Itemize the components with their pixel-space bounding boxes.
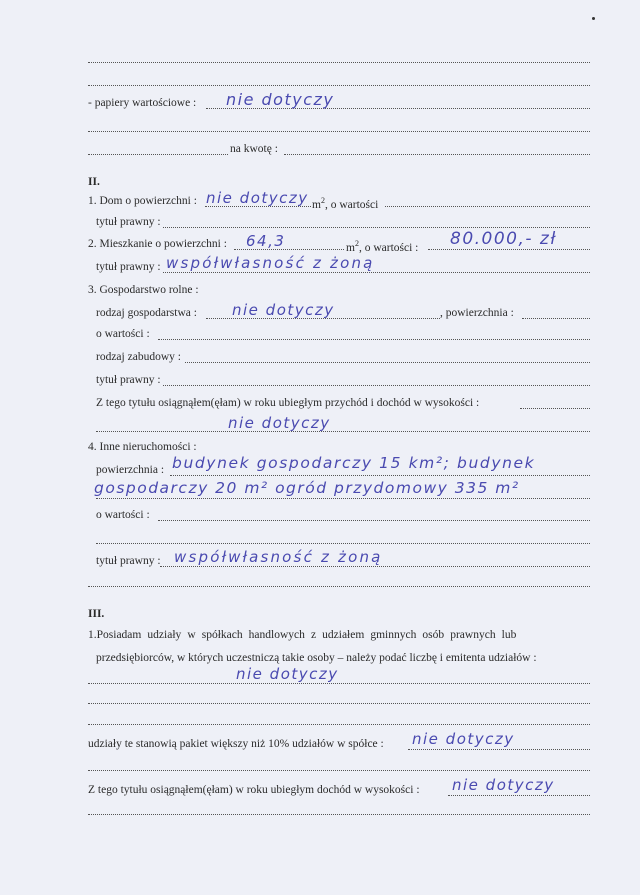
blank-line bbox=[88, 724, 590, 725]
gosp-wartosc-line bbox=[158, 339, 590, 340]
udzialy-text-2: przedsiębiorców, w których uczestniczą takie osoby – należy podać liczbę i emitenta udziałów : bbox=[96, 652, 537, 664]
blank-line bbox=[96, 543, 590, 544]
kwota-line bbox=[284, 154, 590, 155]
gosp-dochod-line-2 bbox=[96, 431, 590, 432]
inne-pow-line-2 bbox=[96, 498, 590, 499]
inne-wartosc-label: o wartości : bbox=[96, 509, 150, 521]
papiery-value: nie dotyczy bbox=[226, 90, 335, 109]
udzialy-text-1: 1.Posiadam udziały w spółkach handlowych z udziałem gminnych osób prawnych lub bbox=[88, 629, 517, 641]
udzialy-dochod-value: nie dotyczy bbox=[452, 776, 555, 794]
mieszkanie-label: 2. Mieszkanie o powierzchni : bbox=[88, 238, 227, 250]
inne-pow-line-1 bbox=[170, 475, 590, 476]
blank-line bbox=[88, 85, 590, 86]
kwota-label: na kwotę : bbox=[230, 143, 278, 155]
mieszkanie-tytul-line bbox=[163, 272, 590, 273]
mieszkanie-area: 64,3 bbox=[246, 232, 286, 250]
inne-label: 4. Inne nieruchomości : bbox=[88, 441, 197, 453]
gosp-tytul-line bbox=[163, 385, 590, 386]
dom-wartosc-line bbox=[385, 206, 590, 207]
inne-pow-value-2: gospodarczy 20 m² ogród przydomowy 335 m² bbox=[94, 479, 520, 497]
rodzaj-gosp-value: nie dotyczy bbox=[232, 301, 335, 319]
dom-tytul-line bbox=[163, 227, 590, 228]
gosp-dochod-value: nie dotyczy bbox=[228, 414, 331, 432]
inne-tytul-label: tytuł prawny : bbox=[96, 555, 161, 567]
dom-unit: $m^2$, o wartości bbox=[312, 196, 379, 211]
blank-line bbox=[88, 770, 590, 771]
udzialy-dochod-line bbox=[448, 795, 590, 796]
blank-line bbox=[88, 703, 590, 704]
inne-pow-label: powierzchnia : bbox=[96, 464, 165, 476]
inne-pow-value-1: budynek gospodarczy 15 km²; budynek bbox=[172, 454, 536, 472]
mieszkanie-tytul-label: tytuł prawny : bbox=[96, 261, 161, 273]
mieszkanie-unit: $m^2$, o wartości : bbox=[346, 239, 419, 254]
udzialy-dochod-label: Z tego tytułu osiągnąłem(ęłam) w roku ubiegłym dochód w wysokości : bbox=[88, 784, 420, 796]
dom-label: 1. Dom o powierzchni : bbox=[88, 195, 197, 207]
mieszkanie-wartosc-line bbox=[428, 249, 590, 250]
papiery-label: - papiery wartościowe : bbox=[88, 97, 197, 109]
udzialy-value: nie dotyczy bbox=[236, 665, 339, 683]
pakiet-label: udziały te stanowią pakiet większy niż 10% udziałów w spółce : bbox=[88, 738, 384, 750]
scan-speck bbox=[592, 17, 595, 20]
blank-line bbox=[88, 131, 590, 132]
dom-value: nie dotyczy bbox=[206, 189, 309, 207]
inne-wartosc-line bbox=[158, 520, 590, 521]
rodzaj-gosp-label: rodzaj gospodarstwa : bbox=[96, 307, 197, 319]
gospodarstwo-label: 3. Gospodarstwo rolne : bbox=[88, 284, 199, 296]
section-3-heading: III. bbox=[88, 608, 105, 620]
dom-tytul-label: tytuł prawny : bbox=[96, 216, 161, 228]
gosp-dochod-label: Z tego tytułu osiągnąłem(ęłam) w roku ubiegłym przychód i dochód w wysokości : bbox=[96, 397, 480, 409]
inne-tytul-line bbox=[160, 566, 590, 567]
blank-line bbox=[88, 586, 590, 587]
blank-line bbox=[88, 62, 590, 63]
inne-tytul-value: współwłasność z żoną bbox=[174, 548, 383, 566]
udzialy-line-1 bbox=[88, 683, 590, 684]
gosp-pow-line bbox=[522, 318, 590, 319]
section-2-heading: II. bbox=[88, 176, 100, 188]
gosp-dochod-line-1 bbox=[520, 408, 590, 409]
blank-line bbox=[88, 814, 590, 815]
mieszkanie-tytul-value: współwłasność z żoną bbox=[166, 254, 375, 272]
zabudowa-label: rodzaj zabudowy : bbox=[96, 351, 181, 363]
pakiet-value: nie dotyczy bbox=[412, 730, 515, 748]
mieszkanie-value: 80.000,- zł bbox=[450, 229, 557, 249]
zabudowa-line bbox=[185, 362, 590, 363]
gosp-pow-label: , powierzchnia : bbox=[440, 307, 514, 319]
gosp-tytul-label: tytuł prawny : bbox=[96, 374, 161, 386]
gosp-wartosc-label: o wartości : bbox=[96, 328, 150, 340]
pakiet-line bbox=[408, 749, 590, 750]
kwota-left-line bbox=[88, 154, 228, 155]
